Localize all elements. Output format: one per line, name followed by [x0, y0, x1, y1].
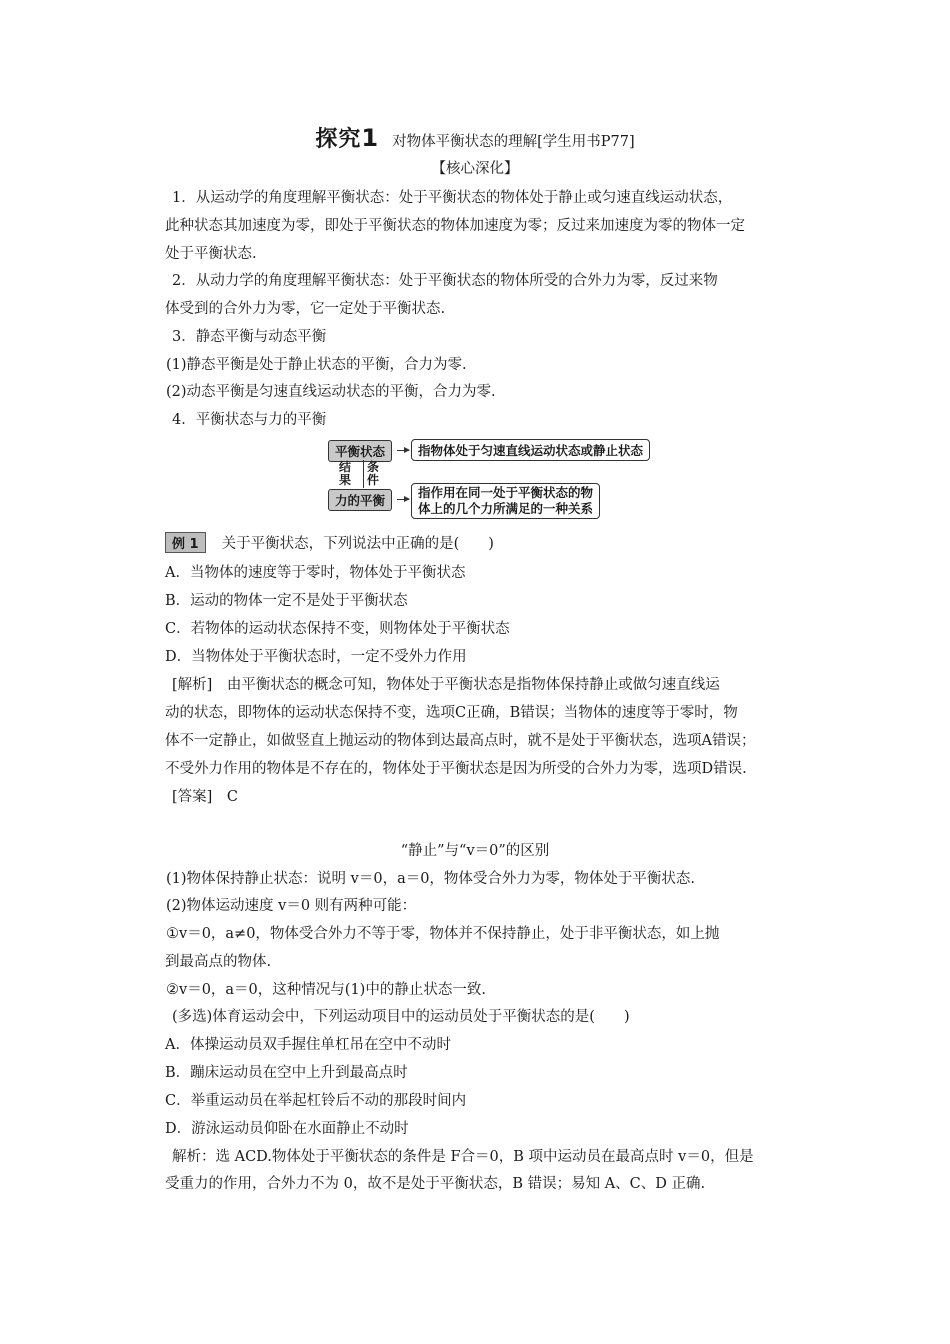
- analysis-line-2: 动的状态，即物体的运动状态保持不变，选项C正确，B错误；当物体的速度等于零时，物: [165, 705, 738, 721]
- diagram-vertical-connector: [363, 460, 364, 488]
- note-item-1: (1)物体保持静止状态：说明 v＝0，a＝0，物体受合外力为零，物体处于平衡状态.: [166, 871, 696, 887]
- heading-number: 1: [361, 124, 379, 152]
- analysis-line-3: 体不一定静止，如做竖直上抛运动的物体到达最高点时，就不是处于平衡状态，选项A错误；: [165, 733, 756, 749]
- note-title: “静止”与“v＝0”的区别: [400, 843, 550, 859]
- solution-line-1: 解析：选 ACD.物体处于平衡状态的条件是 F合＝0，B 项中运动员在最高点时 v＝0，但是: [172, 1149, 754, 1165]
- diagram-desc-force-balance-line-1: 指作用在同一处于平衡状态的物: [418, 485, 594, 500]
- diagram-arrow-2: [397, 499, 409, 500]
- point-3: 3．静态平衡与动态平衡: [172, 329, 327, 345]
- point-2-line-1: 2．从动力学的角度理解平衡状态：处于平衡状态的物体所受的合外力为零，反过来物: [172, 273, 718, 289]
- point-1-line-3: 处于平衡状态.: [165, 246, 257, 262]
- diagram-arrow-1: [397, 450, 409, 451]
- balance-diagram: [328, 436, 658, 522]
- example-question: 关于平衡状态，下列说法中正确的是( ): [221, 536, 494, 552]
- diagram-box-force-balance: 力的平衡: [328, 489, 392, 511]
- exercise-option-c: C．举重运动员在举起杠铃后不动的那段时间内: [165, 1093, 467, 1109]
- example-question-row: [165, 532, 494, 553]
- exercise-option-a: A．体操运动员双手握住单杠吊在空中不动时: [165, 1037, 451, 1053]
- point-3-b: (2)动态平衡是匀速直线运动状态的平衡，合力为零.: [166, 384, 496, 400]
- diagram-label-result: 结果: [339, 460, 352, 487]
- solution-line-2: 受重力的作用，合外力不为 0，故不是处于平衡状态，B 错误；易知 A、C、D 正确.: [165, 1176, 706, 1192]
- exercise-option-d: D．游泳运动员仰卧在水面静止不动时: [165, 1121, 409, 1137]
- example-option-d: D．当物体处于平衡状态时，一定不受外力作用: [165, 649, 467, 665]
- example-option-c: C．若物体的运动状态保持不变，则物体处于平衡状态: [165, 621, 510, 637]
- diagram-desc-equilibrium: 指物体处于匀速直线运动状态或静止状态: [411, 439, 650, 461]
- section-label: 【核心深化】: [431, 161, 519, 177]
- heading-label: 探究: [315, 127, 362, 152]
- point-3-a: (1)静态平衡是处于静止状态的平衡，合力为零.: [166, 357, 467, 373]
- point-4: 4．平衡状态与力的平衡: [172, 412, 327, 428]
- example-option-a: A．当物体的速度等于零时，物体处于平衡状态: [165, 565, 466, 581]
- exercise-option-b: B．蹦床运动员在空中上升到最高点时: [165, 1065, 408, 1081]
- point-1-line-2: 此种状态其加速度为零，即处于平衡状态的物体加速度为零；反过来加速度为零的物体一定: [165, 218, 745, 234]
- point-2-line-2: 体受到的合外力为零，它一定处于平衡状态.: [165, 301, 446, 317]
- diagram-label-condition: 条件: [367, 460, 380, 487]
- answer: [答案] C: [172, 789, 238, 805]
- section-heading: [0, 122, 950, 153]
- note-item-2a-line-2: 到最高点的物体.: [165, 954, 272, 970]
- example-option-b: B．运动的物体一定不是处于平衡状态: [165, 593, 408, 609]
- note-item-2a-line-1: ①v＝0，a≠0，物体受合外力不等于零，物体并不保持静止，处于非平衡状态，如上抛: [166, 926, 720, 942]
- diagram-box-equilibrium: 平衡状态: [328, 440, 392, 462]
- exercise-question: (多选)体育运动会中，下列运动项目中的运动员处于平衡状态的是( ): [172, 1009, 630, 1025]
- point-1-line-1: 1．从运动学的角度理解平衡状态：处于平衡状态的物体处于静止或匀速直线运动状态，: [172, 190, 733, 206]
- analysis-line-1: [解析] 由平衡状态的概念可知，物体处于平衡状态是指物体保持静止或做匀速直线运: [172, 677, 720, 693]
- diagram-desc-force-balance: [411, 483, 600, 519]
- analysis-line-4: 不受外力作用的物体是不存在的，物体处于平衡状态是因为所受的合外力为零，选项D错误.: [165, 761, 747, 777]
- example-badge: 例 1: [165, 532, 206, 553]
- heading-subtitle: 对物体平衡状态的理解[学生用书P77]: [392, 134, 635, 150]
- note-item-2: (2)物体运动速度 v＝0 则有两种可能：: [166, 898, 417, 914]
- diagram-desc-force-balance-line-2: 体上的几个力所满足的一种关系: [418, 501, 594, 516]
- note-item-2b: ②v＝0，a＝0，这种情况与(1)中的静止状态一致.: [166, 982, 486, 998]
